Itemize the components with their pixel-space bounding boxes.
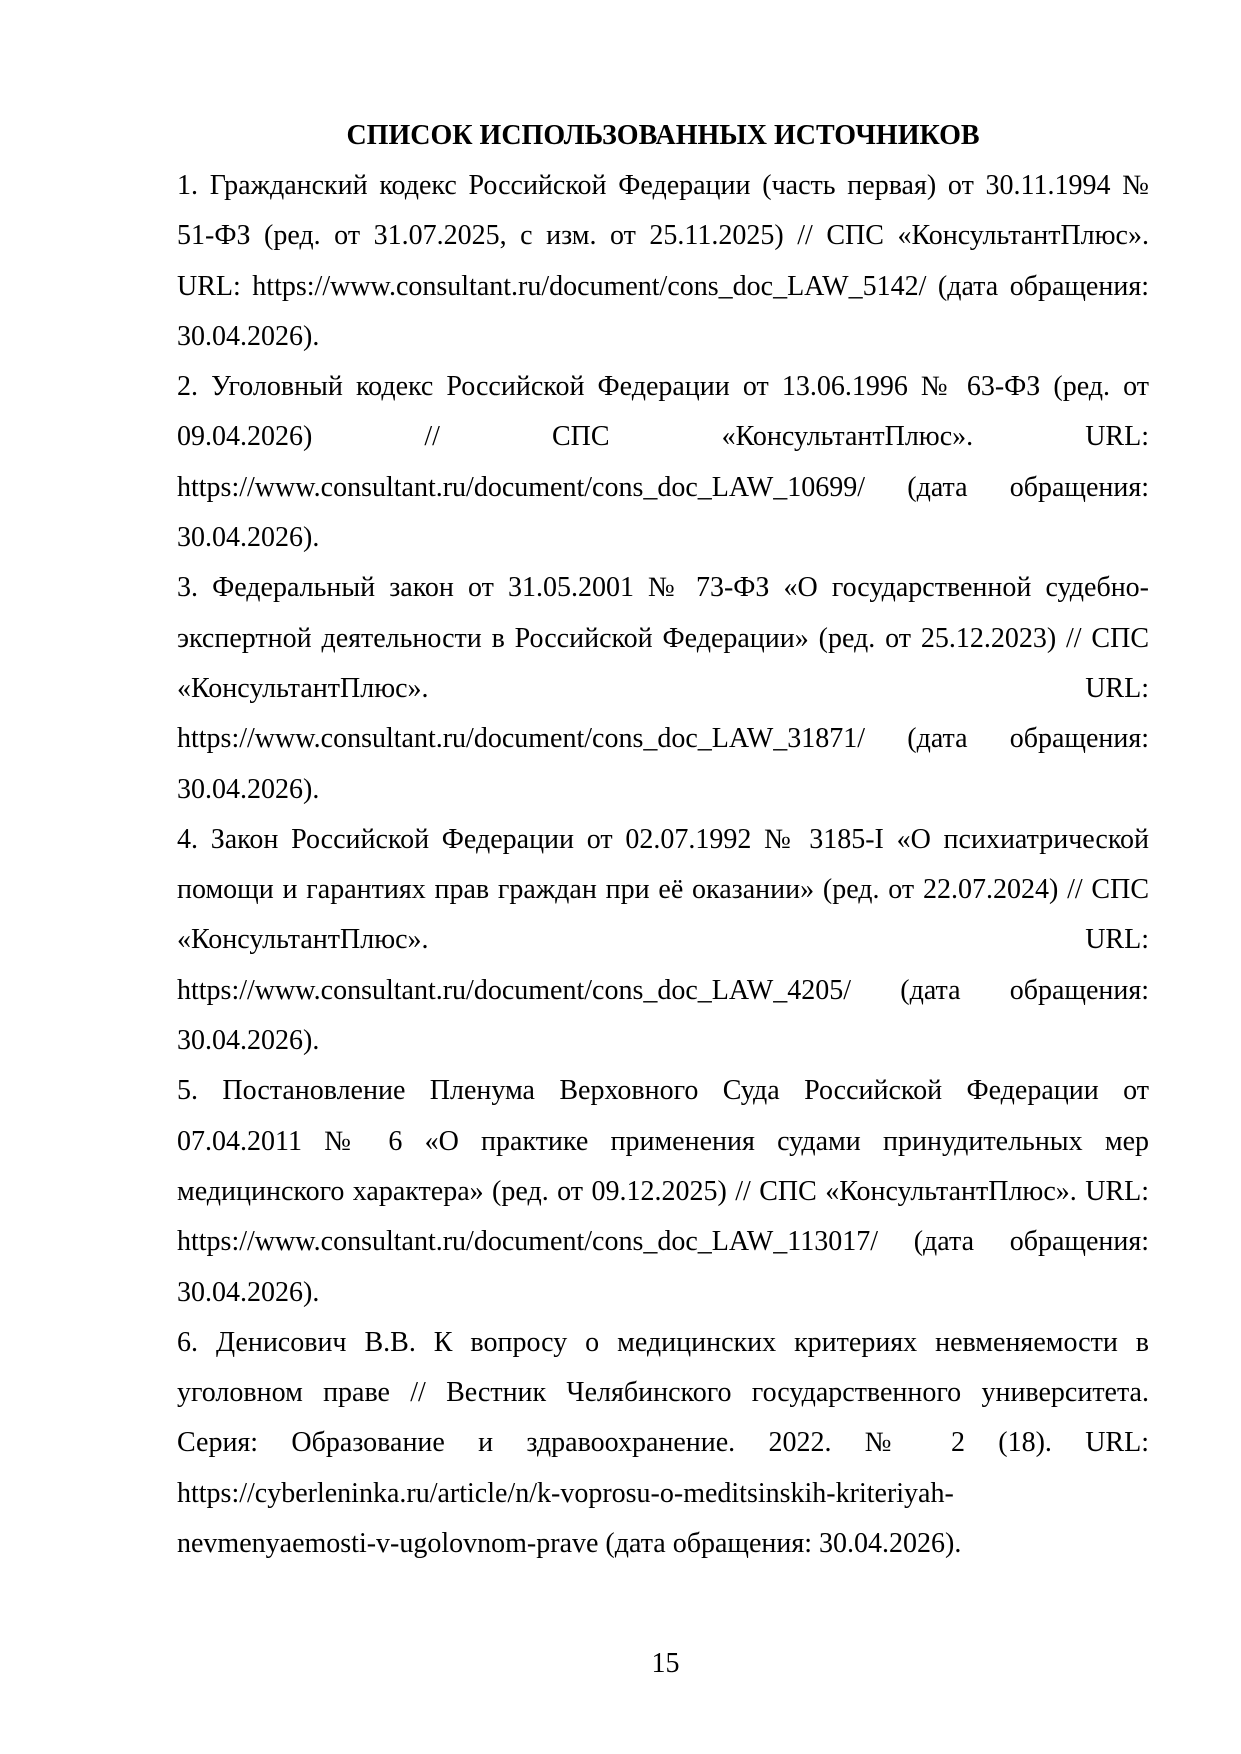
reference-list: [177, 161, 1149, 1569]
reference-item-4: 4. Закон Российской Федерации от 02.07.1992 № 3185-I «О психиатрической помощи и гарантиях прав граждан при её оказании» (ред. от 22.07.2024) // СПС «КонсультантПлюс». URL: https://www.consultant.ru/document/cons_doc_LAW_4205/ (дата обращения: 30.04.2026).: [177, 823, 1149, 1057]
page-title: СПИСОК ИСПОЛЬЗОВАННЫХ ИСТОЧНИКОВ: [346, 120, 980, 151]
reference-item-2: 2. Уголовный кодекс Российской Федерации от 13.06.1996 № 63-ФЗ (ред. от 09.04.2026) // СПС «КонсультантПлюс». URL: https://www.consultant.ru/document/cons_doc_LAW_10699/ (дата обращения: 30.04.2026).: [177, 371, 1149, 554]
page-content: [177, 111, 1149, 1569]
reference-item-1: 1. Гражданский кодекс Российской Федерации (часть первая) от 30.11.1994 № 51-ФЗ (ред. от 31.07.2025, с изм. от 25.11.2025) // СПС «КонсультантПлюс». URL: https://www.consultant.ru/document/cons_doc_LAW_5142/ (дата обращения: 30.04.2026).: [177, 170, 1149, 352]
page-number: 15: [651, 1648, 680, 1679]
reference-item-5: 5. Постановление Пленума Верховного Суда Российской Федерации от 07.04.2011 № 6 «О практике применения судами принудительных мер медицинского характера» (ред. от 09.12.2025) // СПС «КонсультантПлюс». URL: https://www.consultant.ru/document/cons_doc_LAW_113017/ (дата обращения: 30.04.2026).: [177, 1075, 1149, 1308]
reference-item-6: 6. Денисович В.В. К вопросу о медицинских критериях невменяемости в уголовном праве // Вестник Челябинского государственного университета. Серия: Образование и здравоохранение. 2022. № 2 (18). URL: https://cyberleninka.ru/article/n/k-voprosu-o-meditsinskih-kriteriyah-nevmenyaemosti-v-ugolovnom-prave (дата обращения: 30.04.2026).: [177, 1326, 1149, 1560]
reference-item-3: 3. Федеральный закон от 31.05.2001 № 73-ФЗ «О государственной судебно-экспертной деятельности в Российской Федерации» (ред. от 25.12.2023) // СПС «КонсультантПлюс». URL: https://www.consultant.ru/document/cons_doc_LAW_31871/ (дата обращения: 30.04.2026).: [177, 572, 1149, 805]
